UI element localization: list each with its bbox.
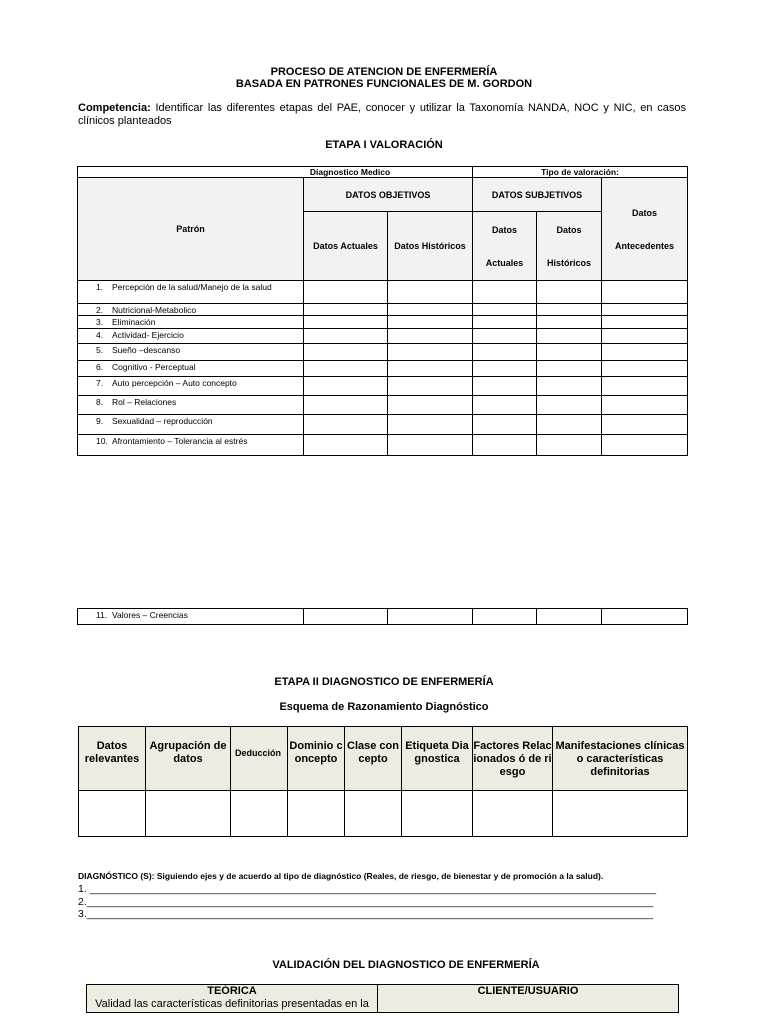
datos-subjetivos-header: DATOS SUBJETIVOS	[473, 178, 602, 212]
col-datos-relevantes: Datos relevantes	[79, 727, 146, 791]
tipo-valoracion-label: Tipo de valoración:	[473, 167, 688, 178]
diagnostico-heading: DIAGNÓSTICO (S): Siguiendo ejes y de acuerdo al tipo de diagnóstico (Reales, de riesgo, de bienestar y de promoción a la salud).	[78, 871, 604, 881]
pattern-label: 10. Afrontamiento – Tolerancia al estrés	[78, 435, 304, 456]
pattern-label: 8. Rol – Relaciones	[78, 396, 304, 415]
diagnostico-medico-label: Diagnostico Medico	[78, 167, 473, 178]
teorica-text: Validad las características definitorias presentadas en la	[95, 998, 369, 1010]
table-row	[78, 609, 688, 625]
table-row	[78, 415, 688, 435]
etapa2-title: ETAPA II DIAGNOSTICO DE ENFERMERÍA	[274, 676, 494, 688]
competencia-paragraph	[78, 102, 686, 128]
pattern-label: 9. Sexualidad – reproducción	[78, 415, 304, 435]
pattern-label: 3. Eliminación	[78, 316, 304, 329]
col-factores: Factores Relacionados ó de riesgo	[473, 727, 553, 791]
col-manifestaciones: Manifestaciones clínicas o características definitorias	[553, 727, 688, 791]
subj-historicos-header: Datos Históricos	[537, 212, 602, 281]
pattern-label: 5. Sueño –descanso	[78, 344, 304, 361]
table-row	[78, 304, 688, 316]
table-row	[78, 361, 688, 377]
document-subtitle: BASADA EN PATRONES FUNCIONALES DE M. GORDON	[235, 78, 533, 90]
pattern-label: 1. Percepción de la salud/Manejo de la salud	[78, 281, 304, 304]
validacion-table	[86, 984, 679, 1013]
razonamiento-table	[78, 726, 688, 837]
antecedentes-header: Datos Antecedentes	[602, 178, 688, 281]
teorica-header: TEÓRICA	[207, 985, 257, 997]
competencia-text: Identificar las diferentes etapas del PAE, conocer y utilizar la Taxonomía NANDA, NOC y NIC, en casos clínicos planteados	[78, 102, 686, 127]
diagnostico-line-2: 2._________________________________________________________________________________________________	[78, 896, 654, 908]
cliente-header: CLIENTE/USUARIO	[378, 985, 679, 1013]
pattern-label: 4. Actividad- Ejercicio	[78, 329, 304, 344]
subj-actuales-header: Datos Actuales	[473, 212, 537, 281]
table-row	[78, 329, 688, 344]
pattern-label: 11. Valores – Creencias	[78, 609, 304, 625]
table-row	[78, 316, 688, 329]
table-row	[78, 435, 688, 456]
document-title: PROCESO DE ATENCION DE ENFERMERÍA	[270, 66, 498, 78]
valoracion-table-continued	[77, 608, 688, 625]
table-row	[79, 791, 688, 837]
table-row	[78, 281, 688, 304]
diagnostico-line-3: 3._________________________________________________________________________________________________	[78, 908, 654, 920]
validacion-title: VALIDACIÓN DEL DIAGNOSTICO DE ENFERMERÍA	[272, 959, 540, 971]
col-dominio: Dominio concepto	[288, 727, 345, 791]
col-etiqueta: Etiqueta Diagnostica	[402, 727, 473, 791]
datos-actuales-header: Datos Actuales	[304, 212, 388, 281]
etapa1-title: ETAPA I VALORACIÓN	[325, 139, 443, 151]
pattern-label: 6. Cognitivo - Perceptual	[78, 361, 304, 377]
col-deduccion: Deducción	[231, 727, 288, 791]
datos-historicos-header: Datos Históricos	[388, 212, 473, 281]
teorica-cell	[87, 985, 378, 1013]
col-agrupacion: Agrupación de datos	[146, 727, 231, 791]
table-row	[78, 344, 688, 361]
col-clase: Clase concepto	[345, 727, 402, 791]
pattern-label: 7. Auto percepción – Auto concepto	[78, 377, 304, 396]
pattern-label: 2. Nutricional-Metabolico	[78, 304, 304, 316]
table-row	[78, 396, 688, 415]
table-row	[78, 377, 688, 396]
etapa2-subtitle: Esquema de Razonamiento Diagnóstico	[279, 701, 489, 713]
diagnostico-line-1: 1. _________________________________________________________________________________________________	[78, 883, 657, 895]
valoracion-table	[77, 166, 688, 456]
competencia-label: Competencia:	[78, 102, 151, 114]
datos-objetivos-header: DATOS OBJETIVOS	[304, 178, 473, 212]
patron-header: Patrón	[78, 178, 304, 281]
